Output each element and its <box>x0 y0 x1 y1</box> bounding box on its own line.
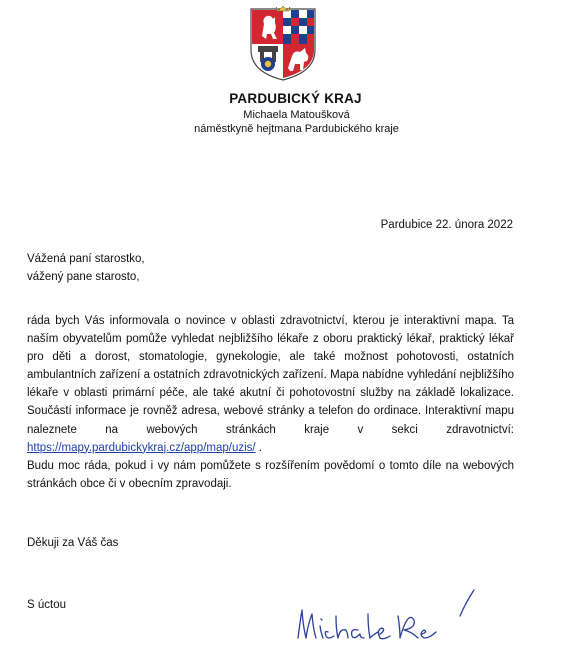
handwritten-signature <box>290 586 490 656</box>
letter-body <box>27 312 514 493</box>
official-name: Michaela Matoušková <box>243 109 350 121</box>
sign-off: S úctou <box>27 599 66 611</box>
link-suffix: . <box>255 441 262 454</box>
official-role: náměstkyně hejtmana Pardubického kraje <box>194 123 399 135</box>
body-paragraph-start: ráda bych Vás informovala o novince v oblasti zdravotnictví, kterou je interaktivní mapa. Ta naším obyvatelům pomůže vyhledat nejbližšího lékaře z oboru praktický lékař, praktický lékař pro děti a dorost, stomatologie, gynekologie, ale také možnost pohotovosti, ostatních ambulantních zařízení a ostatních zdravotnických zařízení. Mapa nabídne vyhledání nejbližšího lékaře v oblasti primární péče, ale také akutní či pohotovostní služby na základě lokalizace. Součástí informace je rovněž adresa, webové stránky a telefon do ordinace. Interaktivní mapu naleznete na webových stránkách kraje v sekci zdravotnictví: <box>27 315 514 436</box>
greeting-line-1: Vážená paní starostko, <box>27 253 145 265</box>
thanks-line: Děkuji za Váš čas <box>27 537 119 549</box>
greeting-line-2: vážený pane starosto, <box>27 271 140 283</box>
map-link[interactable]: https://mapy.pardubickykraj.cz/app/map/uzis/ <box>27 441 256 454</box>
organization-title: PARDUBICKÝ KRAJ <box>229 91 362 106</box>
body-paragraph-end: Budu moc ráda, pokud i vy nám pomůžete s rozšířením povědomí o tomto díle na webových stránkách obce či v obecním zpravodaji. <box>27 459 514 490</box>
letter-date: Pardubice 22. února 2022 <box>380 219 513 231</box>
coat-of-arms-icon <box>248 6 318 82</box>
